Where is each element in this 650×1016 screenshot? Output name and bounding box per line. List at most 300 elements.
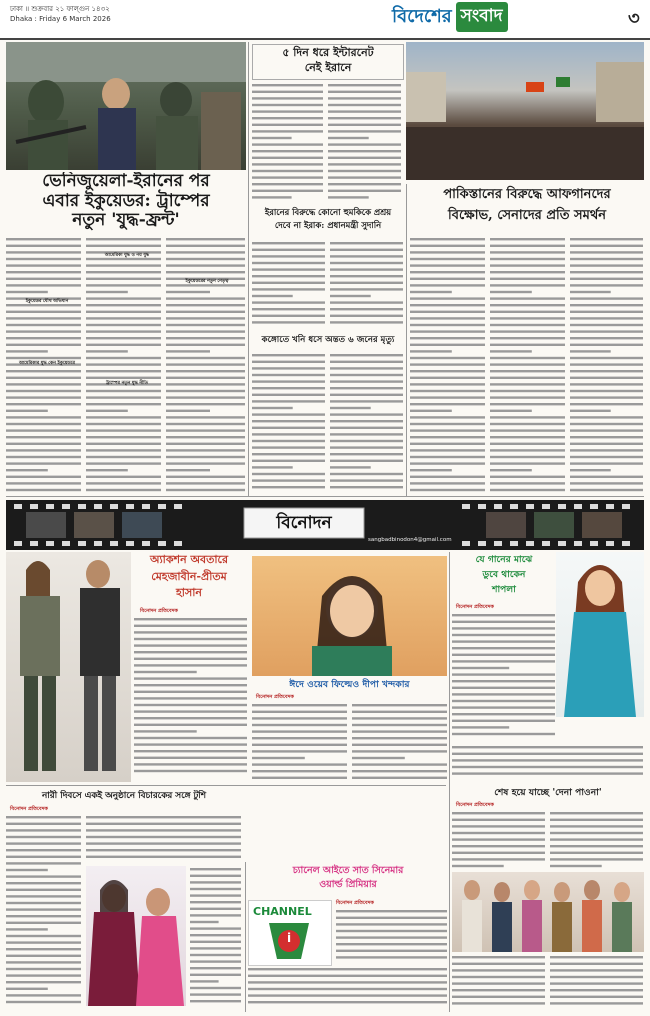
text-line xyxy=(166,396,245,398)
text-line xyxy=(6,258,81,260)
text-line xyxy=(410,429,485,431)
text-line xyxy=(330,354,403,356)
dena-body-col-3 xyxy=(452,954,546,1010)
text-line xyxy=(328,104,401,106)
text-line xyxy=(166,383,245,385)
text-line xyxy=(252,407,293,409)
body-text-texture xyxy=(330,352,404,494)
shapla-body-col-2 xyxy=(452,744,644,782)
channel-body-col-2 xyxy=(248,966,448,1010)
women-illustration xyxy=(86,866,186,1006)
text-line xyxy=(410,443,485,445)
text-line xyxy=(452,865,504,867)
text-line xyxy=(6,330,81,332)
text-line xyxy=(252,130,323,132)
column-rule xyxy=(449,552,450,1012)
action-headline-line-1: অ্যাকশন অবতারে xyxy=(149,553,229,566)
text-line xyxy=(190,914,241,916)
channel-logo-text: CHANNEL xyxy=(253,905,312,918)
text-line xyxy=(6,462,81,464)
text-line xyxy=(252,150,323,152)
text-line xyxy=(336,956,447,958)
text-line xyxy=(490,469,532,471)
body-text-texture xyxy=(166,236,246,494)
text-line xyxy=(336,943,447,945)
text-line xyxy=(6,948,81,950)
text-line xyxy=(490,245,565,247)
shapla-headline-line-1: যে গানের মাঝে xyxy=(475,554,533,565)
pakistan-headline xyxy=(410,184,644,230)
text-line xyxy=(166,377,245,379)
text-line xyxy=(252,262,325,264)
text-line xyxy=(452,766,643,768)
text-line xyxy=(550,858,643,860)
text-line xyxy=(166,304,245,306)
text-line xyxy=(166,370,245,372)
text-line xyxy=(166,291,210,293)
text-line xyxy=(86,330,161,332)
text-line xyxy=(490,238,565,240)
text-line xyxy=(410,278,485,280)
text-line xyxy=(252,427,325,429)
text-line xyxy=(452,687,555,689)
text-line xyxy=(570,396,643,398)
text-line xyxy=(134,644,247,646)
text-line xyxy=(452,634,555,636)
text-line xyxy=(252,321,325,323)
text-line xyxy=(410,456,485,458)
text-line xyxy=(490,403,565,405)
text-line xyxy=(452,838,545,840)
text-line xyxy=(86,816,241,818)
text-line xyxy=(86,238,161,240)
text-line xyxy=(410,337,485,339)
text-line xyxy=(6,862,81,864)
text-line xyxy=(252,97,323,99)
text-line xyxy=(190,888,241,890)
text-line xyxy=(190,901,241,903)
text-line xyxy=(6,981,81,983)
venezuela-subhead-5: ইকুয়েডরের নতুন নেতৃত্ব xyxy=(185,279,229,284)
text-line xyxy=(86,416,161,418)
text-line xyxy=(410,271,485,273)
text-line xyxy=(330,466,371,468)
text-line xyxy=(6,895,81,897)
text-line xyxy=(6,264,81,266)
body-text-texture xyxy=(452,810,546,870)
text-line xyxy=(410,238,485,240)
soldiers-illustration xyxy=(6,42,246,170)
text-line xyxy=(490,489,565,491)
text-line xyxy=(410,377,485,379)
text-line xyxy=(570,429,643,431)
text-line xyxy=(410,311,485,313)
text-line xyxy=(86,324,161,326)
text-line xyxy=(6,350,48,352)
entertainment-banner xyxy=(6,500,644,550)
text-line xyxy=(452,963,545,965)
text-line xyxy=(134,638,247,640)
text-line xyxy=(86,482,161,484)
text-line xyxy=(252,301,325,303)
text-line xyxy=(330,321,403,323)
pakistan-headline-line-2: বিক্ষোভ, সেনাদের প্রতি সমর্থন xyxy=(447,208,607,223)
text-line xyxy=(452,976,545,978)
text-line xyxy=(6,403,81,405)
dena-body-col-2 xyxy=(550,810,644,870)
venezuela-subhead-3: আমেরিকা যুদ্ধ ও নয় যুদ্ধ xyxy=(104,253,150,258)
header-date xyxy=(10,4,111,24)
venezuela-headline-line-3: নতুন 'যুদ্ধ-ফ্রন্ট' xyxy=(72,210,180,230)
text-line xyxy=(252,295,293,297)
text-line xyxy=(6,443,81,445)
text-line xyxy=(86,311,161,313)
text-line xyxy=(86,370,161,372)
text-line xyxy=(330,275,403,277)
text-line xyxy=(252,110,323,112)
text-line xyxy=(252,446,325,448)
text-line xyxy=(6,449,81,451)
text-line xyxy=(452,825,545,827)
text-line xyxy=(6,344,81,346)
text-line xyxy=(252,466,293,468)
entertainment-email: sangbadbinodon4@gmail.com xyxy=(368,537,452,543)
text-line xyxy=(410,330,485,332)
text-line xyxy=(550,982,643,984)
text-line xyxy=(252,190,323,192)
text-line xyxy=(86,462,161,464)
text-line xyxy=(166,251,245,253)
text-line xyxy=(6,856,81,858)
text-line xyxy=(452,996,545,998)
text-line xyxy=(6,974,81,976)
text-line xyxy=(6,245,81,247)
text-line xyxy=(490,337,565,339)
mine-headline: কঙ্গোতে খনি ধসে অন্তত ৬ জনের মৃত্যু xyxy=(261,335,395,345)
text-line xyxy=(330,420,403,422)
text-line xyxy=(336,950,447,952)
text-line xyxy=(570,271,643,273)
text-line xyxy=(166,311,245,313)
text-line xyxy=(6,955,81,957)
text-line xyxy=(252,413,325,415)
text-line xyxy=(190,980,219,982)
text-line xyxy=(452,812,545,814)
text-line xyxy=(490,271,565,273)
body-text-texture xyxy=(248,966,448,1010)
text-line xyxy=(190,868,241,870)
body-text-texture xyxy=(336,908,448,964)
text-line xyxy=(336,923,447,925)
text-line xyxy=(570,436,643,438)
text-line xyxy=(6,311,81,313)
internet-body-col-2 xyxy=(328,82,402,204)
text-line xyxy=(86,317,161,319)
body-text-texture xyxy=(330,240,404,330)
text-line xyxy=(570,476,643,478)
internet-body-col-1 xyxy=(252,82,324,204)
body-text-texture xyxy=(352,702,448,782)
body-text-texture xyxy=(86,814,242,864)
text-line xyxy=(166,317,245,319)
text-line xyxy=(166,429,245,431)
body-text-texture xyxy=(452,744,644,782)
text-line xyxy=(252,730,347,732)
masthead xyxy=(392,3,624,31)
text-line xyxy=(166,443,245,445)
text-line xyxy=(252,367,325,369)
text-line xyxy=(86,344,161,346)
text-line xyxy=(6,410,48,412)
text-line xyxy=(410,357,485,359)
text-line xyxy=(336,910,447,912)
text-line xyxy=(252,143,323,145)
text-line xyxy=(490,258,565,260)
text-line xyxy=(166,416,245,418)
text-line xyxy=(86,304,161,306)
text-line xyxy=(330,295,371,297)
text-line xyxy=(410,284,485,286)
text-line xyxy=(86,390,161,392)
text-line xyxy=(452,753,643,755)
text-line xyxy=(328,190,401,192)
women-body-col-2 xyxy=(86,814,242,864)
text-line xyxy=(252,479,325,481)
text-line xyxy=(190,875,241,877)
text-line xyxy=(252,770,347,772)
text-line xyxy=(86,823,241,825)
threat-headline-line-1: ইরানের বিরুদ্ধে কোনো হুমকিকে প্রশ্রয় xyxy=(264,207,392,217)
text-line xyxy=(328,170,401,172)
text-line xyxy=(86,436,161,438)
text-line xyxy=(166,456,245,458)
text-line xyxy=(134,684,247,686)
text-line xyxy=(410,363,485,365)
text-line xyxy=(570,291,611,293)
text-line xyxy=(570,462,643,464)
women-headline: নারী দিবসে একই অনুষ্ঠানে বিচারকের সঙ্গে টুশি xyxy=(41,791,207,801)
section-rule xyxy=(6,785,446,786)
text-line xyxy=(330,367,403,369)
text-line xyxy=(330,427,403,429)
text-line xyxy=(452,667,509,669)
text-line xyxy=(410,304,485,306)
shapla-byline: বিনোদন প্রতিবেদক xyxy=(456,604,494,610)
text-line xyxy=(166,238,245,240)
text-line xyxy=(452,746,643,748)
text-line xyxy=(252,183,323,185)
text-line xyxy=(328,97,401,99)
text-line xyxy=(490,278,565,280)
text-line xyxy=(6,469,48,471)
text-line xyxy=(490,396,565,398)
text-line xyxy=(410,423,485,425)
page-number: ৩ xyxy=(628,8,640,29)
text-line xyxy=(410,324,485,326)
shapla-headline xyxy=(452,552,556,602)
text-line xyxy=(452,982,545,984)
text-line xyxy=(570,482,643,484)
text-line xyxy=(86,443,161,445)
text-line xyxy=(86,350,128,352)
text-line xyxy=(166,363,245,365)
text-line xyxy=(490,317,565,319)
text-line xyxy=(190,927,241,929)
text-line xyxy=(166,390,245,392)
text-line xyxy=(330,479,403,481)
text-line xyxy=(550,963,643,965)
text-line xyxy=(570,297,643,299)
text-line xyxy=(490,449,565,451)
text-line xyxy=(352,704,447,706)
text-line xyxy=(252,711,347,713)
text-line xyxy=(410,469,452,471)
text-line xyxy=(490,390,565,392)
pakistan-body-col-2 xyxy=(490,236,566,496)
text-line xyxy=(6,928,48,930)
text-line xyxy=(410,410,452,412)
text-line xyxy=(86,423,161,425)
text-line xyxy=(86,396,161,398)
dipa-body-col-2 xyxy=(352,702,448,782)
text-line xyxy=(166,462,245,464)
action-headline-line-3: হাসান xyxy=(176,586,202,599)
text-line xyxy=(6,476,81,478)
body-text-texture xyxy=(86,236,162,494)
text-line xyxy=(330,453,403,455)
text-line xyxy=(452,772,643,774)
text-line xyxy=(134,631,247,633)
venezuela-body-col-2 xyxy=(86,236,162,494)
text-line xyxy=(252,473,325,475)
text-line xyxy=(328,157,401,159)
text-line xyxy=(252,374,325,376)
text-line xyxy=(410,245,485,247)
text-line xyxy=(570,416,643,418)
text-line xyxy=(330,315,403,317)
text-line xyxy=(328,137,369,139)
text-line xyxy=(166,423,245,425)
text-line xyxy=(490,443,565,445)
dena-cast-photo xyxy=(452,872,644,952)
text-line xyxy=(6,875,81,877)
text-line xyxy=(550,989,643,991)
text-line xyxy=(86,297,161,299)
text-line xyxy=(6,284,81,286)
text-line xyxy=(352,777,447,779)
text-line xyxy=(452,956,545,958)
text-line xyxy=(570,443,643,445)
mine-body-col-2 xyxy=(330,352,404,494)
body-text-texture xyxy=(550,810,644,870)
text-line xyxy=(490,436,565,438)
text-line xyxy=(134,717,247,719)
text-line xyxy=(330,288,403,290)
text-line xyxy=(570,264,643,266)
text-line xyxy=(352,770,447,772)
internet-headline-line-1: ৫ দিন ধরে ইন্টারনেট xyxy=(282,46,374,59)
text-line xyxy=(190,934,241,936)
body-text-texture xyxy=(252,352,326,494)
text-line xyxy=(252,176,323,178)
text-line xyxy=(550,969,643,971)
text-line xyxy=(490,311,565,313)
text-line xyxy=(570,363,643,365)
text-line xyxy=(452,627,555,629)
text-line xyxy=(550,832,643,834)
body-text-texture xyxy=(550,954,644,1010)
text-line xyxy=(336,936,447,938)
text-line xyxy=(352,750,447,752)
text-line xyxy=(252,288,325,290)
text-line xyxy=(166,403,245,405)
channel-headline xyxy=(248,864,448,894)
text-line xyxy=(134,651,247,653)
venezuela-subhead-2: আমেরিকার যুদ্ধ কেন ইকুয়েডরে xyxy=(18,361,76,366)
text-line xyxy=(6,915,81,917)
text-line xyxy=(330,242,403,244)
text-line xyxy=(134,658,247,660)
text-line xyxy=(252,137,292,139)
text-line xyxy=(252,750,347,752)
text-line xyxy=(550,838,643,840)
text-line xyxy=(134,691,247,693)
body-text-texture xyxy=(252,82,324,204)
mine-body-col-1 xyxy=(252,352,326,494)
text-line xyxy=(410,317,485,319)
text-line xyxy=(190,967,241,969)
text-line xyxy=(86,357,161,359)
channel-logo xyxy=(248,900,332,966)
text-line xyxy=(330,282,403,284)
pakistan-body-col-1 xyxy=(410,236,486,496)
text-line xyxy=(570,383,643,385)
text-line xyxy=(490,330,565,332)
text-line xyxy=(452,733,555,735)
text-line xyxy=(330,308,403,310)
text-line xyxy=(452,693,555,695)
threat-body-col-2 xyxy=(330,240,404,330)
text-line xyxy=(6,251,81,253)
text-line xyxy=(330,407,371,409)
text-line xyxy=(86,829,241,831)
text-line xyxy=(252,170,323,172)
text-line xyxy=(490,370,565,372)
text-line xyxy=(86,363,161,365)
text-line xyxy=(550,956,643,958)
text-line xyxy=(190,947,241,949)
text-line xyxy=(252,308,325,310)
text-line xyxy=(490,416,565,418)
text-line xyxy=(252,420,325,422)
text-line xyxy=(6,423,81,425)
text-line xyxy=(352,737,447,739)
text-line xyxy=(490,383,565,385)
text-line xyxy=(452,969,545,971)
column-rule xyxy=(245,862,246,1012)
text-line xyxy=(490,363,565,365)
dena-cast-illustration xyxy=(452,872,644,952)
text-line xyxy=(86,849,241,851)
text-line xyxy=(166,337,245,339)
text-line xyxy=(252,124,323,126)
text-line xyxy=(6,889,81,891)
text-line xyxy=(570,350,611,352)
text-line xyxy=(86,476,161,478)
crowd-illustration xyxy=(406,42,644,180)
channel-byline: বিনোদন প্রতিবেদক xyxy=(336,900,374,906)
text-line xyxy=(452,706,555,708)
